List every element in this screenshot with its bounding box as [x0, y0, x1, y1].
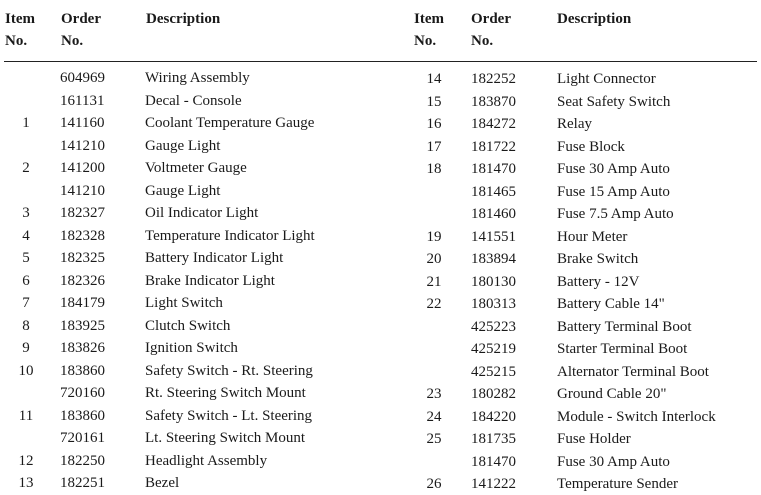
header-order-label: Order: [61, 11, 101, 27]
item-number: 24: [426, 408, 442, 425]
order-number: 184272: [471, 116, 516, 132]
order-number: 182250: [60, 452, 105, 469]
header-no-label: No.: [61, 33, 84, 49]
table-row: [0, 91, 761, 113]
item-number: 7: [22, 295, 30, 311]
item-number: 22: [426, 296, 442, 312]
order-number: 183894: [471, 251, 516, 267]
table-row: [0, 136, 761, 158]
part-description: Lt. Steering Switch Mount: [145, 430, 305, 446]
header-order-label: Order: [471, 11, 511, 27]
order-number: 180313: [471, 296, 516, 312]
item-number: 26: [426, 476, 442, 492]
part-description: Voltmeter Gauge: [145, 160, 247, 176]
part-description: Module - Switch Interlock: [557, 408, 716, 425]
header-description-right: Description: [557, 11, 632, 27]
order-number: 141160: [60, 115, 105, 131]
item-number: 10: [18, 362, 34, 379]
part-description: Fuse 30 Amp Auto: [557, 161, 670, 177]
order-number: 425223: [471, 318, 516, 335]
order-number: 604969: [60, 70, 105, 86]
order-number: 181722: [471, 138, 516, 155]
item-number: 14: [426, 71, 442, 87]
header-no-label: No.: [414, 33, 437, 49]
header-no-label: No.: [5, 33, 28, 49]
table-row: [0, 338, 761, 360]
part-description: Clutch Switch: [145, 317, 231, 334]
order-number: 183870: [471, 93, 516, 110]
header-item-label: Item: [414, 11, 444, 27]
table-row: [0, 158, 761, 180]
item-number: 18: [426, 161, 442, 177]
part-description: Fuse Block: [557, 138, 625, 155]
order-number: 184220: [471, 408, 516, 425]
part-description: Fuse 15 Amp Auto: [557, 183, 670, 200]
item-number: 11: [18, 407, 34, 424]
order-number: 183860: [60, 362, 105, 379]
part-description: Brake Switch: [557, 251, 639, 267]
header-divider: [4, 61, 757, 62]
part-description: Battery Cable 14": [557, 296, 665, 312]
item-number: 2: [22, 160, 30, 176]
header-order-left: [61, 8, 101, 52]
order-number: 425219: [471, 341, 516, 357]
table-row: [0, 248, 761, 270]
item-number: 8: [22, 317, 30, 334]
part-description: Temperature Indicator Light: [145, 227, 315, 244]
item-number: 15: [426, 93, 442, 110]
header-order-right: [471, 8, 511, 52]
part-description: Light Connector: [557, 71, 656, 87]
part-description: Temperature Sender: [557, 476, 678, 492]
part-description: Wiring Assembly: [145, 70, 250, 86]
order-number: 425215: [471, 363, 516, 380]
part-description: Starter Terminal Boot: [557, 341, 688, 357]
item-number: 4: [22, 227, 30, 244]
order-number: 182251: [60, 475, 105, 491]
order-number: 181470: [471, 161, 516, 177]
item-number: 16: [426, 116, 442, 132]
part-description: Battery - 12V: [557, 273, 640, 290]
item-number: 12: [18, 452, 34, 469]
table-row: [0, 451, 761, 473]
part-description: Fuse 30 Amp Auto: [557, 453, 670, 470]
order-number: 720161: [60, 430, 105, 446]
header-no-label: No.: [471, 33, 494, 49]
part-description: Ignition Switch: [145, 340, 238, 356]
item-number: 6: [22, 272, 30, 289]
part-description: Gauge Light: [145, 182, 221, 199]
order-number: 181465: [471, 183, 516, 200]
header-item-left: [5, 8, 35, 52]
table-row: [0, 383, 761, 405]
order-number: 181735: [471, 431, 516, 447]
order-number: 184179: [60, 295, 105, 311]
item-number: 9: [22, 340, 30, 356]
item-number: 21: [426, 273, 442, 290]
table-row: [0, 68, 761, 90]
item-number: 19: [426, 228, 442, 245]
part-description: Safety Switch - Lt. Steering: [145, 407, 313, 424]
part-description: Fuse 7.5 Amp Auto: [557, 206, 674, 222]
item-number: 20: [426, 251, 442, 267]
order-number: 141210: [60, 137, 105, 154]
part-description: Bezel: [145, 475, 180, 491]
part-description: Ground Cable 20": [557, 386, 667, 402]
part-description: Decal - Console: [145, 92, 242, 109]
order-number: 182325: [60, 250, 105, 266]
part-description: Battery Indicator Light: [145, 250, 284, 266]
item-number: 13: [18, 475, 34, 491]
part-description: Gauge Light: [145, 137, 221, 154]
part-description: Seat Safety Switch: [557, 93, 671, 110]
part-description: Coolant Temperature Gauge: [145, 115, 315, 131]
order-number: 182327: [60, 205, 105, 221]
part-description: Oil Indicator Light: [145, 205, 259, 221]
part-description: Rt. Steering Switch Mount: [145, 385, 306, 401]
item-number: 1: [22, 115, 30, 131]
order-number: 183826: [60, 340, 105, 356]
order-number: 141200: [60, 160, 105, 176]
table-row: [0, 428, 761, 450]
order-number: 180130: [471, 273, 516, 290]
table-row: [0, 226, 761, 248]
table-row: [0, 473, 761, 495]
order-number: 181460: [471, 206, 516, 222]
part-description: Safety Switch - Rt. Steering: [145, 362, 313, 379]
order-number: 182328: [60, 227, 105, 244]
table-row: [0, 203, 761, 225]
item-number: 17: [426, 138, 442, 155]
part-description: Brake Indicator Light: [145, 272, 275, 289]
order-number: 182326: [60, 272, 105, 289]
table-row: [0, 406, 761, 428]
order-number: 181470: [471, 453, 516, 470]
order-number: 141551: [471, 228, 516, 245]
header-description-left: Description: [146, 11, 221, 27]
table-row: [0, 271, 761, 293]
part-description: Light Switch: [145, 295, 223, 311]
item-number: 25: [426, 431, 442, 447]
table-row: [0, 181, 761, 203]
order-number: 720160: [60, 385, 105, 401]
order-number: 182252: [471, 71, 516, 87]
order-number: 141222: [471, 476, 516, 492]
order-number: 141210: [60, 182, 105, 199]
header-item-right: [414, 8, 444, 52]
part-description: Battery Terminal Boot: [557, 318, 692, 335]
table-row: [0, 293, 761, 315]
part-description: Alternator Terminal Boot: [557, 363, 709, 380]
order-number: 180282: [471, 386, 516, 402]
order-number: 161131: [60, 92, 105, 109]
order-number: 183925: [60, 317, 105, 334]
table-row: [0, 316, 761, 338]
item-number: 3: [22, 205, 30, 221]
part-description: Hour Meter: [557, 228, 628, 245]
item-number: 5: [22, 250, 30, 266]
part-description: Relay: [557, 116, 592, 132]
item-number: 23: [426, 386, 442, 402]
order-number: 183860: [60, 407, 105, 424]
table-row: [0, 361, 761, 383]
part-description: Headlight Assembly: [145, 452, 268, 469]
header-item-label: Item: [5, 11, 35, 27]
table-row: [0, 113, 761, 135]
part-description: Fuse Holder: [557, 431, 631, 447]
